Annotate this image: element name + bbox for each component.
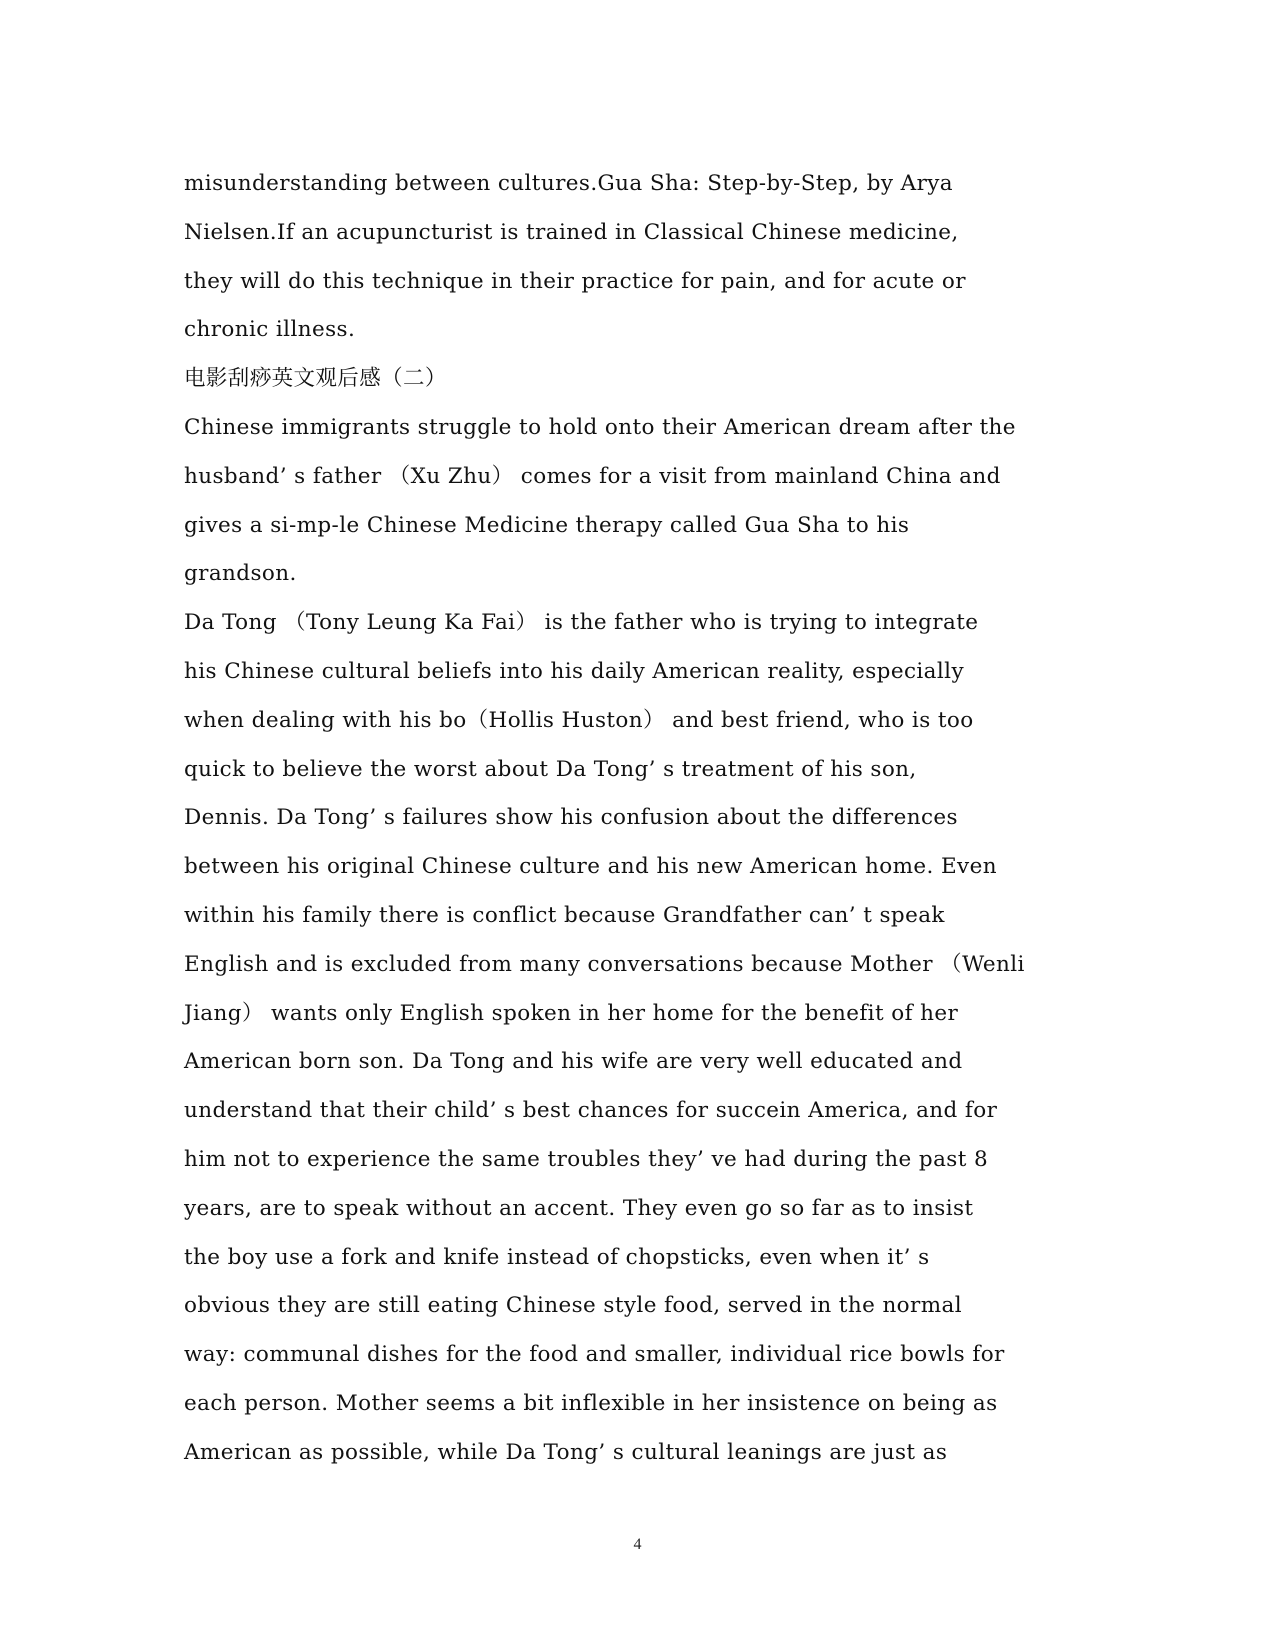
text-line: understand that their child’ s best chances for succein America, and for	[184, 1098, 998, 1124]
text-line: husband’ s father （Xu Zhu） comes for a visit from mainland China and	[184, 463, 1001, 489]
text-line: between his original Chinese culture and his new American home. Even	[184, 854, 997, 880]
text-line: they will do this technique in their practice for pain, and for acute or	[184, 268, 966, 294]
text-line: Chinese immigrants struggle to hold onto their American dream after the	[184, 414, 1016, 440]
text-line: Dennis. Da Tong’ s failures show his confusion about the differences	[184, 805, 958, 831]
text-line: his Chinese cultural beliefs into his daily American reality, especially	[184, 658, 964, 684]
text-line: quick to believe the worst about Da Tong’ s treatment of his son,	[184, 756, 917, 782]
text-line: American born son. Da Tong and his wife are very well educated and	[184, 1049, 963, 1075]
text-line: Nielsen.If an acupuncturist is trained in Classical Chinese medicine,	[184, 219, 959, 245]
section-heading: 电影刮痧英文观后感（二）	[184, 366, 447, 392]
text-line: way: communal dishes for the food and smaller, individual rice bowls for	[184, 1342, 1005, 1368]
text-line: each person. Mother seems a bit inflexible in her insistence on being as	[184, 1390, 998, 1416]
text-line: Jiang） wants only English spoken in her home for the benefit of her	[184, 1000, 959, 1026]
text-line: grandson.	[184, 561, 297, 587]
text-line: Da Tong （Tony Leung Ka Fai） is the father who is trying to integrate	[184, 610, 979, 636]
text-line: obvious they are still eating Chinese style food, served in the normal	[184, 1293, 962, 1319]
text-line: gives a si-mp-le Chinese Medicine therapy called Gua Sha to his	[184, 512, 910, 538]
text-line: the boy use a fork and knife instead of chopsticks, even when it’ s	[184, 1244, 930, 1270]
text-line: years, are to speak without an accent. They even go so far as to insist	[184, 1195, 974, 1221]
text-line: when dealing with his bo（Hollis Huston） and best friend, who is too	[184, 707, 974, 733]
document-body	[184, 160, 1094, 1478]
text-line: within his family there is conflict because Grandfather can’ t speak	[184, 902, 945, 928]
text-line: him not to experience the same troubles they’ ve had during the past 8	[184, 1146, 989, 1172]
page-number: 4	[633, 1536, 642, 1553]
text-line: American as possible, while Da Tong’ s cultural leanings are just as	[184, 1439, 948, 1465]
text-line: misunderstanding between cultures.Gua Sha: Step-by-Step, by Arya	[184, 171, 954, 196]
text-line: chronic illness.	[184, 317, 356, 343]
text-line: English and is excluded from many conversations because Mother （Wenli	[184, 951, 1025, 977]
